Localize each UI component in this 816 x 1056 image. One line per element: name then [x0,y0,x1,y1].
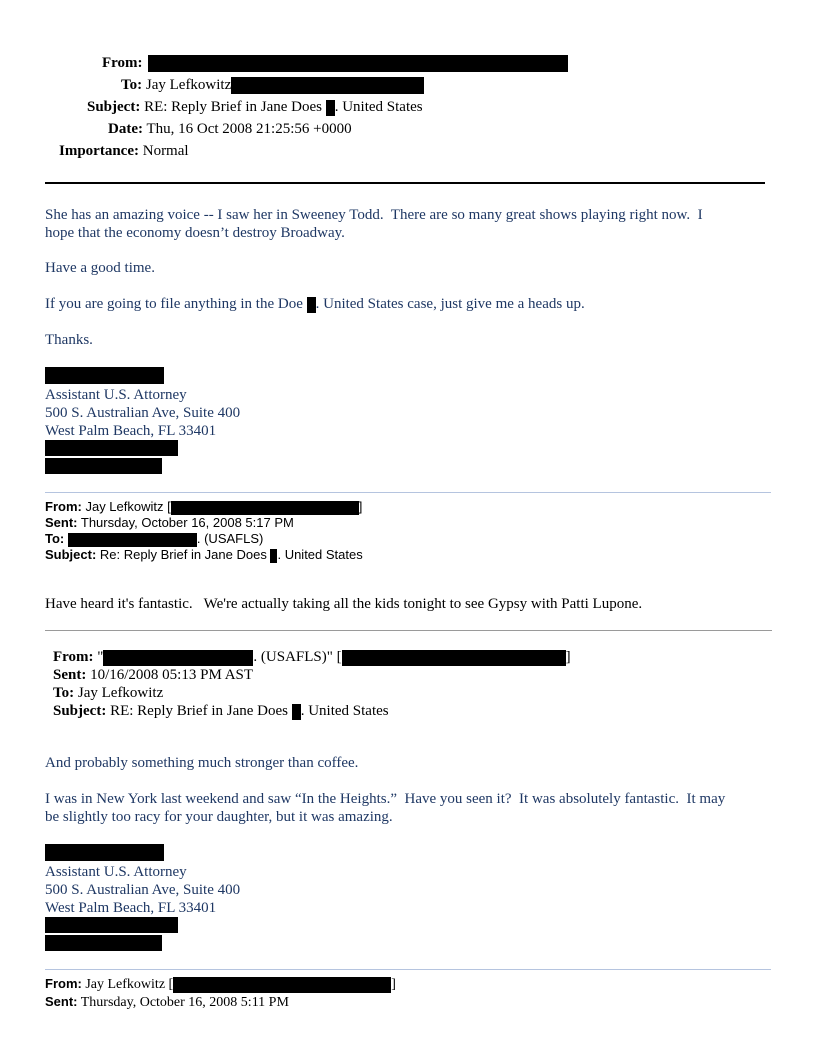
msg1-paragraph-1 [45,206,703,242]
signature-address-1: 500 S. Australian Ave, Suite 400 [45,405,241,421]
quote2-subject-pre: RE: Reply Brief in Jane Does [110,703,288,719]
header-from-row [102,52,568,74]
quote1-sent-value: Thursday, October 16, 2008 5:17 PM [80,515,294,530]
quote3-from-row [45,975,396,994]
quote3-from-name: Jay Lefkowitz [ [85,977,174,992]
quote1-sent-label: Sent: [45,515,78,530]
redaction-block [45,844,164,861]
signature-address-2: West Palm Beach, FL 33401 [45,423,217,439]
header-divider [45,182,765,184]
redaction-block [45,367,164,384]
quote2-to-label: To: [53,685,75,701]
quote1-sent-row [45,515,294,531]
header-to-value: Jay Lefkowitz [145,77,232,93]
quote1-body: Have heard it's fantastic. We're actually taking all the kids tonight to see Gypsy with Patti Lupone. [45,596,643,612]
quote1-divider [45,492,771,493]
redaction-block [68,533,197,547]
quote2-subject-post: . United States [300,703,389,719]
signature-title: Assistant U.S. Attorney [45,387,187,403]
quote1-from-label: From: [45,499,82,514]
msg1-para1-line1: She has an amazing voice -- I saw her in Sweeney Todd. There are so many great shows playing right now. I [45,207,703,223]
header-from-label: From: [102,55,143,71]
quote2-sent-row [53,666,253,685]
signature-address-2: West Palm Beach, FL 33401 [45,900,217,916]
quote1-subject-post: . United States [277,547,363,562]
msg1-para3-post: . United States case, just give me a heads up. [315,296,585,312]
quote2-from-open: " [97,649,104,665]
quote2-divider [45,630,772,631]
quote3-from-close: ] [391,977,396,992]
redaction-block [173,977,391,993]
quote2-from-label: From: [53,649,94,665]
header-date-label: Date: [108,121,143,137]
quote1-from-row [45,499,362,515]
quote2-para2-line2: be slightly too racy for your daughter, but it was amazing. [45,809,393,825]
quote1-from-name: Jay Lefkowitz [ [85,499,171,514]
redaction-block [171,501,359,515]
msg1-paragraph-2: Have a good time. [45,260,155,276]
redaction-block [148,55,568,72]
signature-2 [45,863,240,917]
header-subject-pre: RE: Reply Brief in Jane Does [144,99,322,115]
header-importance-value: Normal [142,143,189,159]
msg1-paragraph-4: Thanks. [45,332,93,348]
signature-title: Assistant U.S. Attorney [45,864,187,880]
msg1-paragraph-3 [45,296,585,313]
redaction-block [231,77,424,94]
header-subject-row [87,96,423,118]
quote2-from-row [53,648,571,667]
header-importance-label: Importance: [59,143,139,159]
header-date-value: Thu, 16 Oct 2008 21:25:56 +0000 [146,121,352,137]
redaction-block [292,704,301,720]
quote3-from-label: From: [45,976,82,991]
redaction-block [45,440,178,456]
quote3-sent-label: Sent: [45,994,78,1009]
quote2-from-close: ] [565,649,571,665]
msg1-para1-line2: hope that the economy doesn’t destroy Broadway. [45,225,345,241]
signature-address-1: 500 S. Australian Ave, Suite 400 [45,882,241,898]
quote2-para2-line1: I was in New York last weekend and saw “In the Heights.” Have you seen it? It was absolutely fantastic. It may [45,791,726,807]
header-to-label: To: [121,77,143,93]
header-subject-label: Subject: [87,99,141,115]
quote1-to-label: To: [45,531,65,546]
quote1-subject-pre: Re: Reply Brief in Jane Does [99,547,267,562]
redaction-block [45,935,162,951]
signature-1 [45,386,240,440]
header-importance-row [59,140,189,162]
quote1-from-close: ] [358,499,363,514]
header-subject-post: . United States [334,99,423,115]
quote2-subject-row [53,702,389,721]
redaction-block [307,297,316,313]
quote2-sent-value: 10/16/2008 05:13 PM AST [90,667,254,683]
quote2-paragraph-1: And probably something much stronger than coffee. [45,755,359,771]
quote2-from-mid: . (USAFLS)" [ [253,649,342,665]
quote2-to-row [53,684,163,703]
header-to-row [121,74,424,96]
quote1-to-suffix: . (USAFLS) [196,531,264,546]
quote1-to-row [45,531,263,547]
redaction-block [103,650,253,666]
quote3-sent-row [45,993,289,1012]
quote2-sent-label: Sent: [53,667,87,683]
redaction-block [45,917,178,933]
quote2-to-value: Jay Lefkowitz [77,685,164,701]
redaction-block [326,100,335,116]
quote1-subject-row [45,547,363,563]
redaction-block [342,650,566,666]
quote2-subject-label: Subject: [53,703,107,719]
quote3-sent-value: Thursday, October 16, 2008 5:11 PM [80,995,289,1010]
header-date-row [108,118,352,140]
redaction-block [45,458,162,474]
quote1-subject-label: Subject: [45,547,97,562]
quote2-paragraph-2 [45,790,725,826]
msg1-para3-pre: If you are going to file anything in the Doe [45,296,303,312]
quote3-divider [45,969,771,970]
